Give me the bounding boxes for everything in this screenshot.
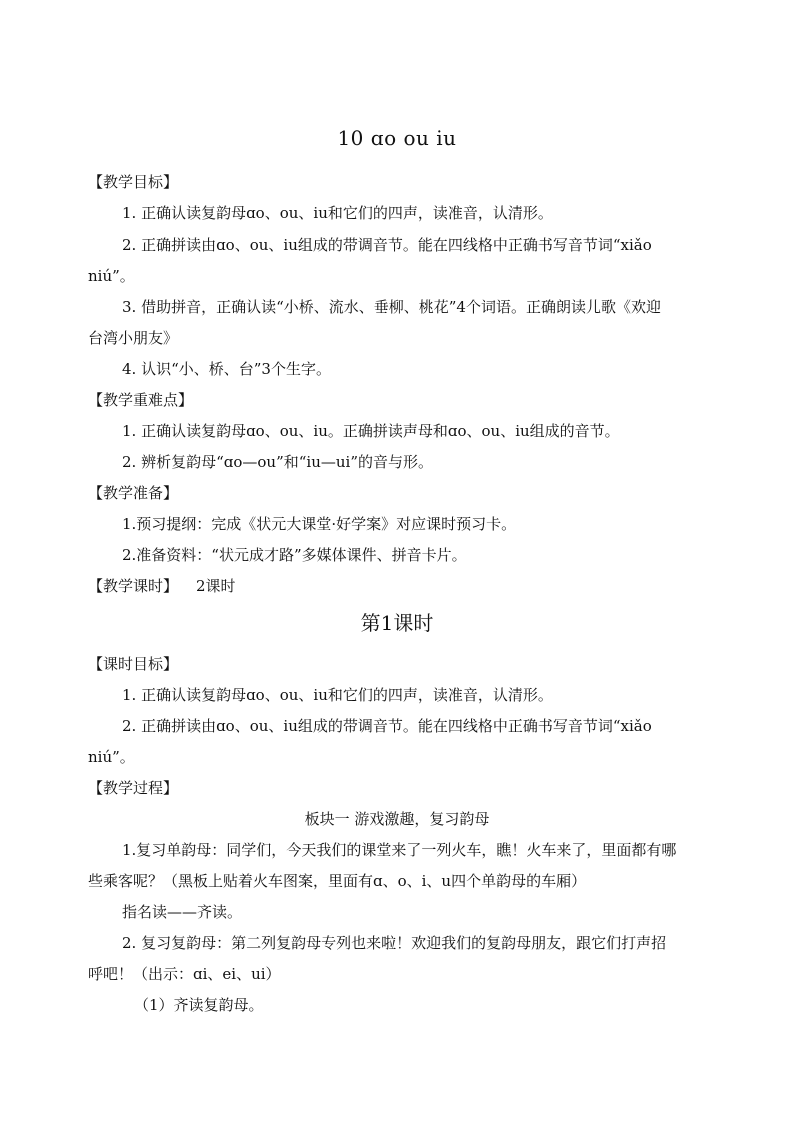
preparation-item: 1.预习提纲：完成《状元大课堂·好学案》对应课时预习卡。 [122,515,517,533]
process-subitem: （1）齐读复韵母。 [134,996,264,1014]
section-heading-lesson-goals: 【课时目标】 [88,655,179,673]
process-paragraph-continued: 些乘客呢？（黑板上贴着火车图案，里面有ɑ、o、i、u四个单韵母的车厢） [88,872,587,890]
lesson-goal-item: 1. 正确认读复韵母ɑo、ou、iu和它们的四声，读准音，认清形。 [122,686,553,704]
goal-item: 1. 正确认读复韵母ɑo、ou、iu和它们的四声，读准音，认清形。 [122,204,553,222]
section-heading-teaching-goals: 【教学目标】 [88,173,179,191]
key-point-item: 1. 正确认读复韵母ɑo、ou、iu。正确拼读声母和ɑo、ou、iu组成的音节。 [122,422,620,440]
section-heading-preparation: 【教学准备】 [88,484,179,502]
block-title: 板块一 游戏激趣，复习韵母 [304,810,490,828]
goal-item-continued: niú”。 [88,267,135,285]
lesson-title: 第1课时 [360,611,434,635]
hours-label: 【教学课时】 [88,577,179,595]
goal-item: 3. 借助拼音，正确认读“小桥、流水、垂柳、桃花”4个词语。正确朗读儿歌《欢迎 [122,298,661,316]
goal-item-continued: 台湾小朋友》 [88,329,179,347]
document-title: 10 ɑo ou iu [337,126,457,150]
key-point-item: 2. 辨析复韵母“ɑo—ou”和“iu—ui”的音与形。 [122,453,433,471]
process-paragraph-continued: 呼吧！（出示：ɑi、ei、ui） [88,965,281,983]
goal-item: 2. 正确拼读由ɑo、ou、iu组成的带调音节。能在四线格中正确书写音节词“xiǎo [122,236,652,254]
process-paragraph: 指名读——齐读。 [122,903,243,921]
process-paragraph: 2. 复习复韵母：第二列复韵母专列也来啦！欢迎我们的复韵母朋友，跟它们打声招 [122,934,667,952]
section-heading-key-points: 【教学重难点】 [88,391,194,409]
section-heading-hours [88,576,236,596]
goal-item: 4. 认识“小、桥、台”3个生字。 [122,360,331,378]
lesson-goal-item-continued: niú”。 [88,748,135,766]
lesson-goal-item: 2. 正确拼读由ɑo、ou、iu组成的带调音节。能在四线格中正确书写音节词“xiǎo [122,717,652,735]
process-paragraph: 1.复习单韵母：同学们，今天我们的课堂来了一列火车，瞧！火车来了，里面都有哪 [122,841,677,859]
preparation-item: 2.准备资料：“状元成才路”多媒体课件、拼音卡片。 [122,546,467,564]
hours-value: 2课时 [196,577,236,595]
section-heading-process: 【教学过程】 [88,779,179,797]
